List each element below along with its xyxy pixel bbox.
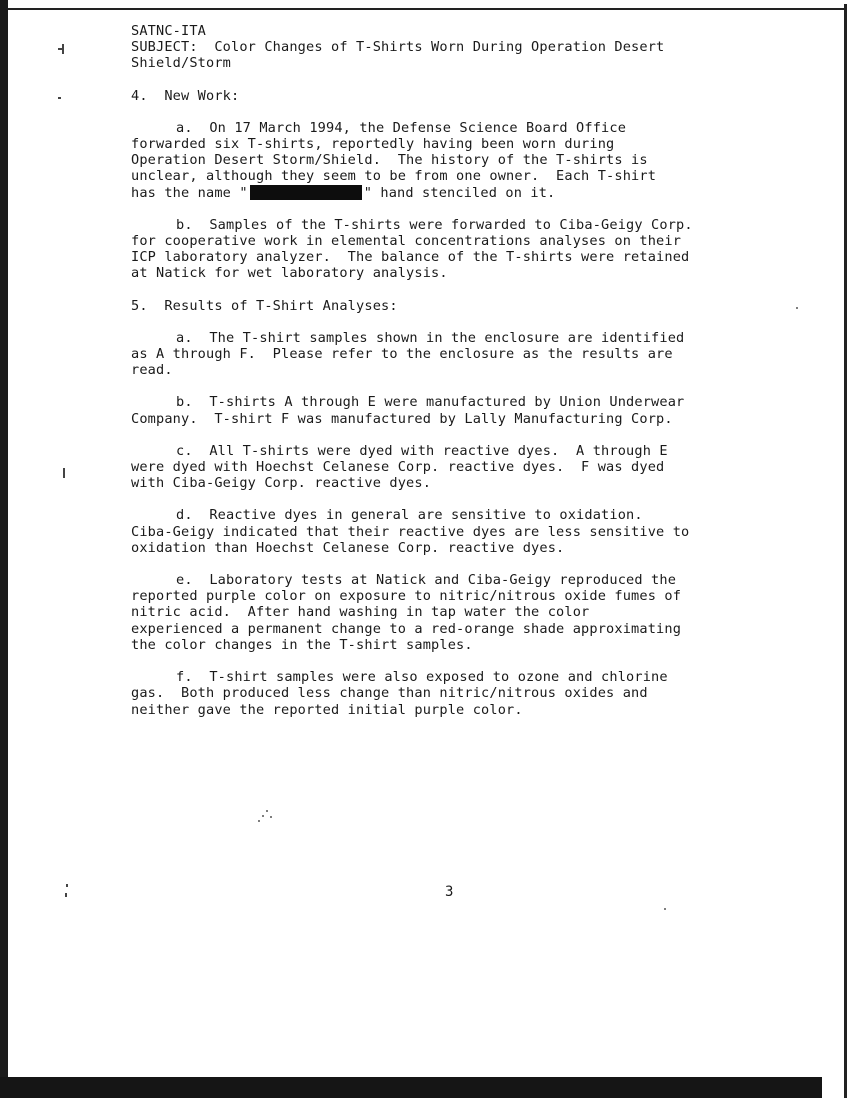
paragraph-line: b. T-shirts A through E were manufactured by Union Underwear (176, 394, 685, 411)
text-fragment: has the name " (131, 184, 248, 201)
paragraph-line: reported purple color on exposure to nitric/nitrous oxide fumes of (131, 588, 682, 605)
paragraph-line: Ciba-Geigy indicated that their reactive dyes are less sensitive to (131, 523, 690, 540)
section-heading: 5. Results of T-Shirt Analyses: (131, 297, 398, 314)
scan-mark (62, 44, 64, 54)
scan-mark (58, 97, 61, 99)
subject-line: Shield/Storm (131, 55, 232, 72)
scan-speck (258, 820, 260, 822)
text-fragment: " hand stenciled on it. (363, 184, 556, 201)
scan-speck (664, 908, 666, 910)
paragraph-line: were dyed with Hoechst Celanese Corp. reactive dyes. F was dyed (131, 459, 665, 476)
paragraph-line: gas. Both produced less change than nitric/nitrous oxides and (131, 685, 648, 702)
subject-line: SUBJECT: Color Changes of T-Shirts Worn During Operation Desert (131, 39, 665, 56)
paragraph-line: nitric acid. After hand washing in tap water the color (131, 604, 590, 621)
paragraph-line: neither gave the reported initial purple color. (131, 701, 523, 718)
scan-edge-bottom (0, 1077, 822, 1098)
office-symbol: SATNC-ITA (131, 23, 207, 39)
paragraph-line: at Natick for wet laboratory analysis. (131, 265, 448, 282)
scan-mark (63, 468, 65, 478)
paragraph-line: for cooperative work in elemental concentrations analyses on their (131, 233, 682, 250)
paragraph-line: experienced a permanent change to a red-orange shade approximating (131, 620, 682, 637)
scan-speck (266, 810, 268, 812)
paragraph-line: Company. T-shirt F was manufactured by Lally Manufacturing Corp. (131, 410, 673, 427)
paragraph-line (131, 185, 801, 201)
paragraph-line: a. On 17 March 1994, the Defense Science Board Office (176, 119, 627, 136)
scan-speck (262, 815, 264, 817)
scan-edge-left (0, 0, 8, 1098)
paragraph-line: the color changes in the T-shirt samples. (131, 636, 473, 653)
paragraph-line: f. T-shirt samples were also exposed to ozone and chlorine (176, 669, 668, 686)
paragraph-line: unclear, although they seem to be from one owner. Each T-shirt (131, 168, 657, 185)
paragraph-line: b. Samples of the T-shirts were forwarded to Ciba-Geigy Corp. (176, 216, 693, 233)
paragraph-line: ICP laboratory analyzer. The balance of the T-shirts were retained (131, 249, 690, 266)
scan-speck (270, 816, 272, 818)
redaction-block (250, 185, 362, 200)
paragraph-line: as A through F. Please refer to the enclosure as the results are (131, 346, 673, 363)
paragraph-line: with Ciba-Geigy Corp. reactive dyes. (131, 475, 432, 492)
scan-mark (65, 893, 67, 897)
paragraph-line: c. All T-shirts were dyed with reactive dyes. A through E (176, 442, 668, 459)
scan-edge-top (8, 8, 844, 10)
memo-body (131, 23, 801, 718)
scan-mark (66, 884, 68, 887)
paragraph-line: e. Laboratory tests at Natick and Ciba-Geigy reproduced the (176, 572, 677, 589)
paragraph-line: Operation Desert Storm/Shield. The history of the T-shirts is (131, 152, 648, 169)
page-number: 3 (445, 884, 454, 900)
paragraph-line: forwarded six T-shirts, reportedly having been worn during (131, 136, 615, 153)
paragraph-line: oxidation than Hoechst Celanese Corp. reactive dyes. (131, 539, 565, 556)
paragraph-line: a. The T-shirt samples shown in the enclosure are identified (176, 329, 685, 346)
scan-edge-right (844, 4, 847, 1098)
section-heading: 4. New Work: (131, 87, 240, 104)
paragraph-line: d. Reactive dyes in general are sensitive to oxidation. (176, 507, 643, 524)
paragraph-line: read. (131, 362, 173, 379)
